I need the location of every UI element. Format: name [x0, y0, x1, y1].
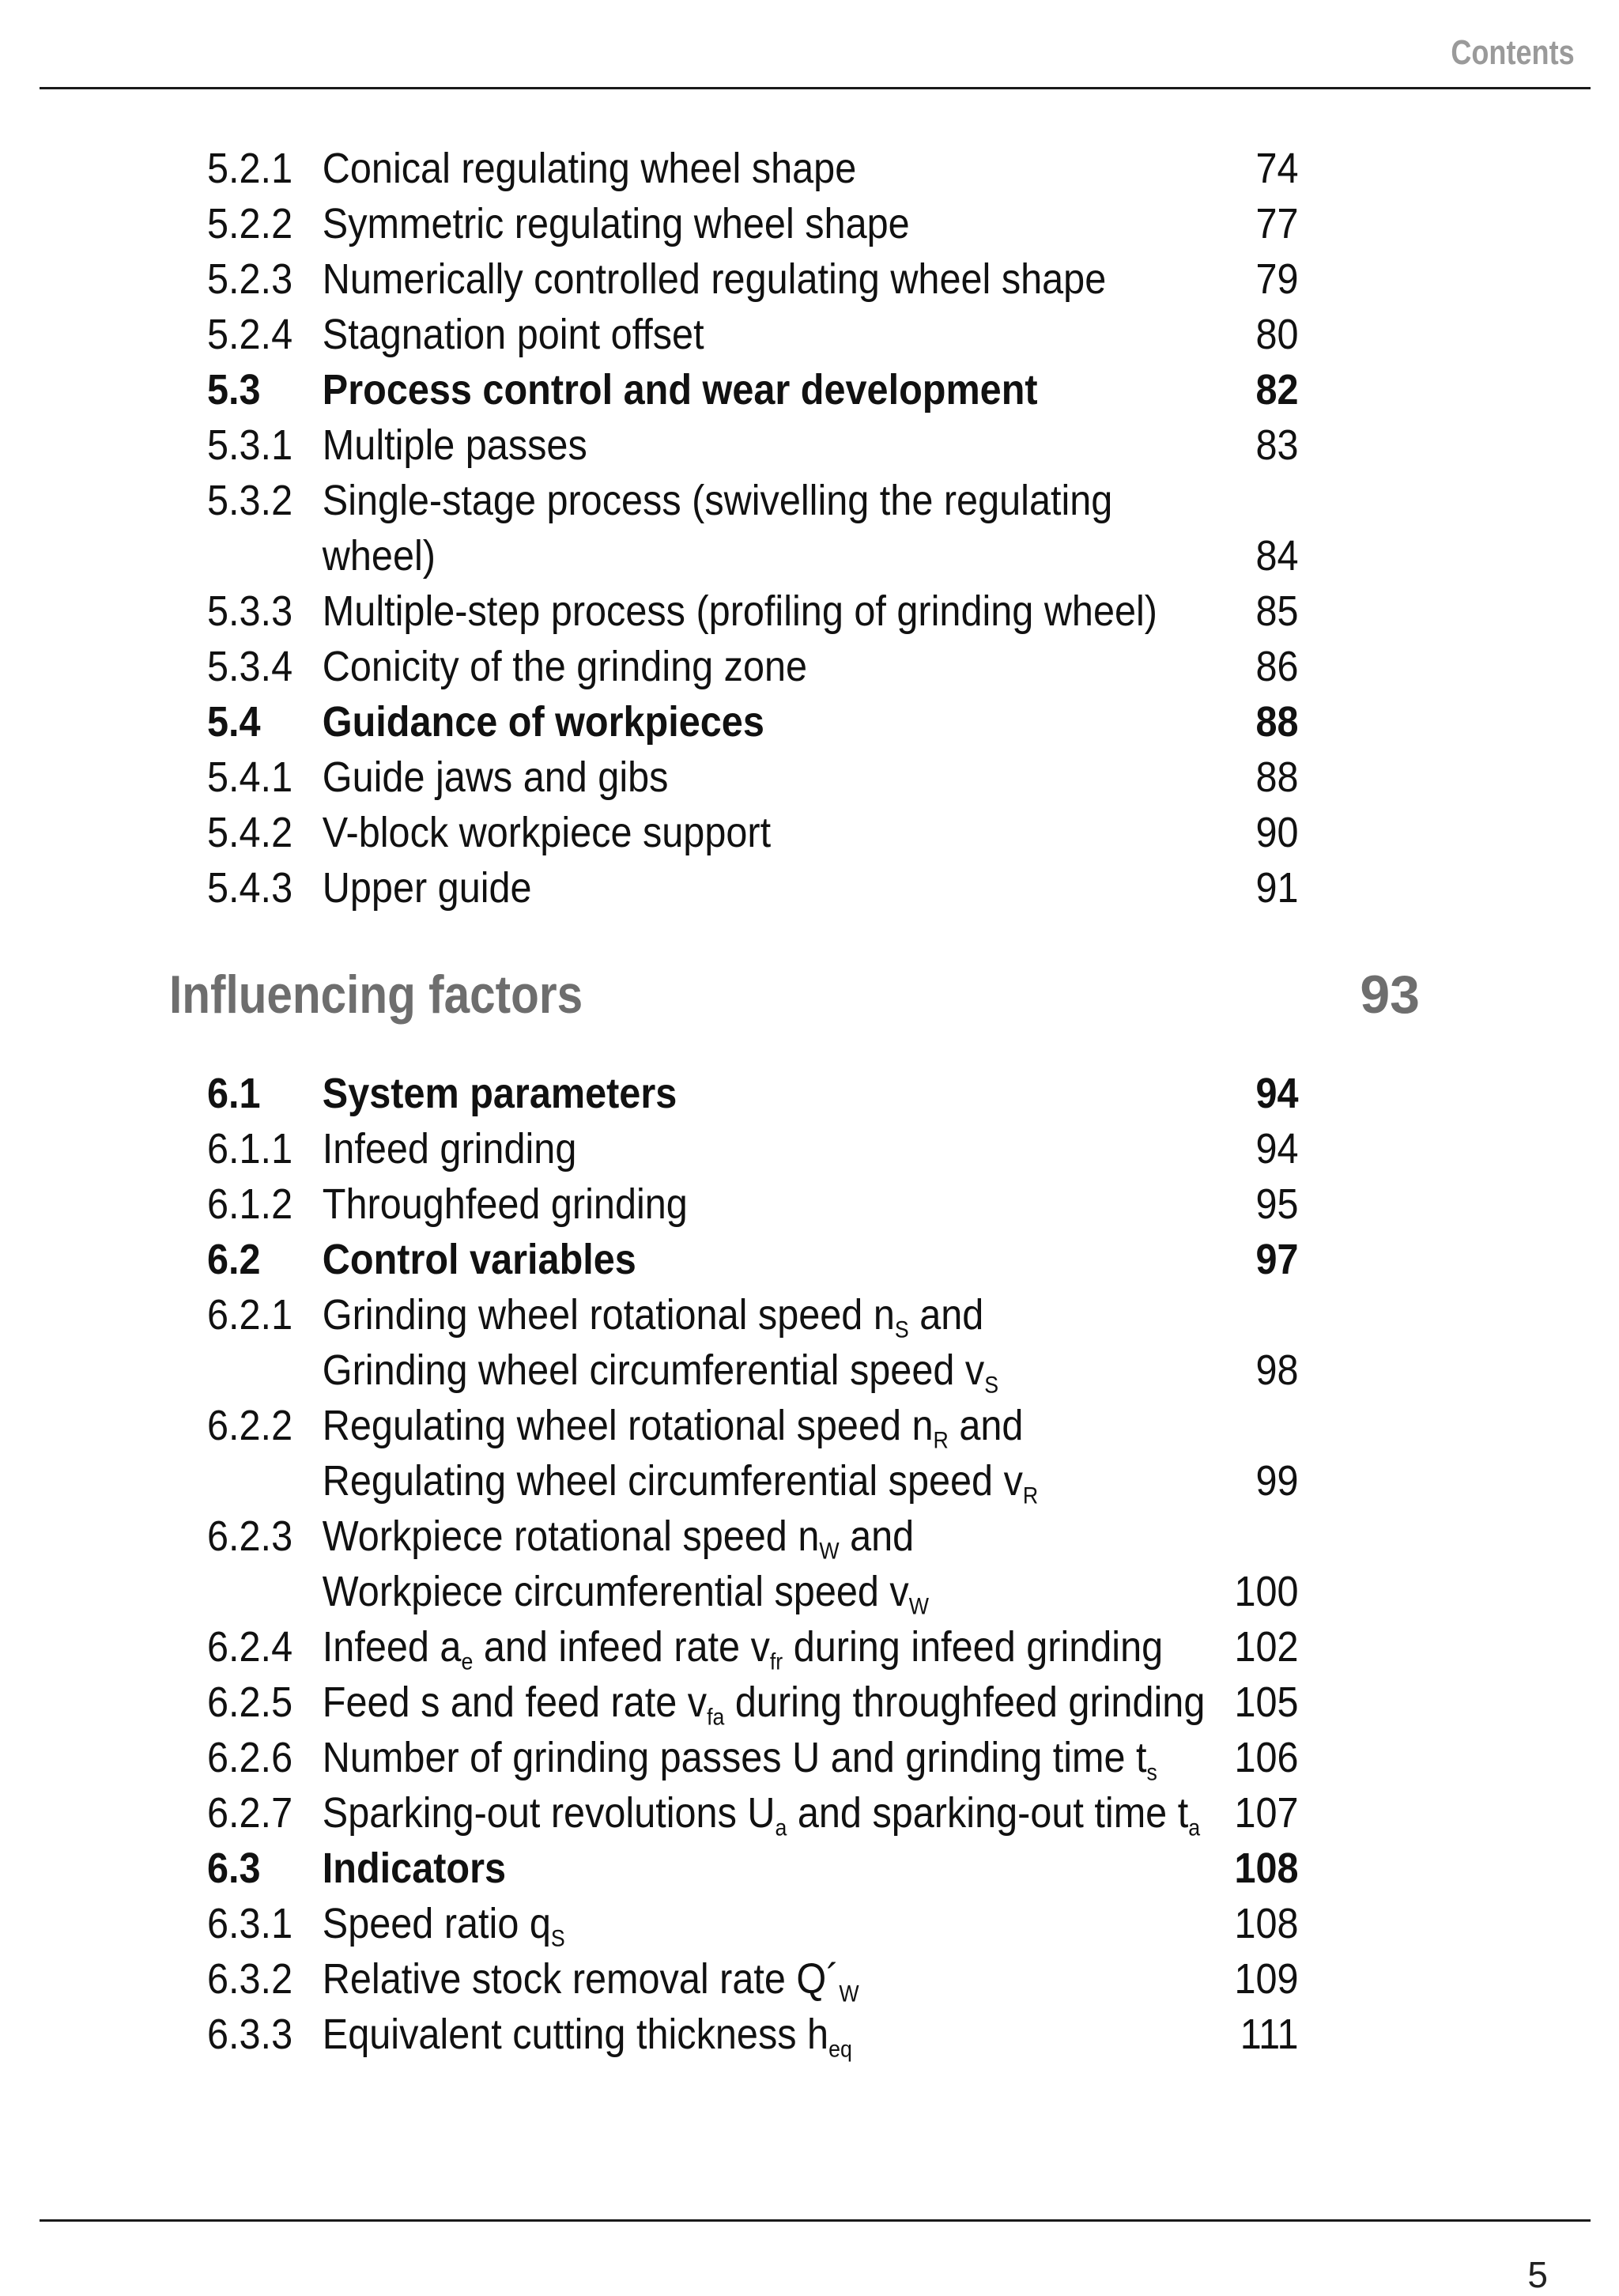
- toc-entry-number: 5.4.3: [207, 864, 293, 912]
- toc-entry: [0, 362, 1619, 417]
- toc-entry-page: 100: [1234, 1568, 1299, 1615]
- toc-entry-title-text: and sparking-out time t: [787, 1789, 1189, 1837]
- toc-entry-title: Guidance of workpieces: [322, 698, 764, 746]
- toc-entry-page: 97: [1255, 1236, 1299, 1283]
- toc-entry-title: [323, 2007, 852, 2062]
- toc-entry-title-subscript: a: [775, 1815, 787, 1841]
- toc-entry: [0, 1066, 1619, 1121]
- table-of-contents: [0, 141, 1619, 2062]
- toc-entry-title: [323, 1509, 914, 1564]
- toc-entry-title-text: Infeed a: [322, 1623, 462, 1671]
- toc-entry: [0, 694, 1619, 750]
- toc-entry: [0, 639, 1619, 694]
- toc-entry-title: Process control and wear development: [322, 366, 1038, 414]
- toc-entry-title: Multiple-step process (profiling of grinding wheel): [322, 587, 1158, 635]
- toc-entry-title-subscript: a: [1188, 1815, 1201, 1841]
- toc-entry-title-subscript: e: [461, 1648, 474, 1675]
- toc-entry-title: [323, 1619, 1163, 1675]
- toc-entry-number: 6.3.3: [207, 2011, 293, 2058]
- toc-entry: [0, 1121, 1619, 1176]
- toc-entry-title: [323, 1232, 636, 1287]
- toc-entry-title-subscript: fa: [707, 1704, 725, 1731]
- toc-entry-page: 107: [1234, 1789, 1299, 1837]
- toc-entry: [0, 1398, 1619, 1453]
- toc-entry-title-text: during throughfeed grinding: [724, 1679, 1206, 1726]
- toc-entry-page: 82: [1255, 366, 1299, 414]
- toc-entry-title-text: Regulating wheel rotational speed n: [322, 1402, 934, 1449]
- toc-entry: [0, 860, 1619, 916]
- toc-entry-title-subscript: s: [1146, 1759, 1157, 1786]
- toc-entry-page: 94: [1255, 1070, 1299, 1117]
- toc-entry-title-subscript: R: [1022, 1482, 1039, 1509]
- toc-entry-number: 6.1.2: [207, 1180, 293, 1228]
- toc-entry-title: V-block workpiece support: [322, 809, 772, 856]
- toc-entry-title-text: and: [908, 1291, 984, 1339]
- toc-entry-title: [323, 1453, 1038, 1509]
- toc-entry: [0, 1287, 1619, 1342]
- toc-entry-number: 6.2.4: [207, 1623, 293, 1671]
- toc-entry-title: Conical regulating wheel shape: [322, 145, 857, 192]
- toc-entry-page: 85: [1255, 587, 1299, 635]
- toc-entry-title-text: and infeed rate v: [473, 1623, 770, 1671]
- toc-entry-number: 5.2.2: [207, 200, 293, 247]
- toc-entry: [0, 1951, 1619, 2007]
- toc-entry-title: [323, 1564, 929, 1619]
- toc-entry-title-text: Workpiece circumferential speed v: [322, 1568, 909, 1615]
- toc-entry-title-text: and: [948, 1402, 1024, 1449]
- toc-entry-title-subscript: R: [933, 1427, 949, 1454]
- toc-entry-title: Numerically controlled regulating wheel shape: [322, 255, 1107, 303]
- toc-entry-title: [323, 1121, 577, 1176]
- toc-entry-number: 6.3: [207, 1845, 261, 1892]
- toc-entry-number: 6.2.1: [207, 1291, 293, 1339]
- toc-group-chapter-5: [0, 141, 1619, 916]
- chapter-title: Influencing factors: [169, 965, 583, 1025]
- toc-entry: [0, 196, 1619, 251]
- toc-entry: [0, 583, 1619, 639]
- toc-entry-number: 6.2.6: [207, 1734, 293, 1781]
- toc-entry: [0, 805, 1619, 860]
- toc-entry-number: 6.3.2: [207, 1955, 293, 2003]
- toc-group-chapter-6: [0, 1066, 1619, 2062]
- toc-entry-number: 5.2.1: [207, 145, 293, 192]
- toc-entry-title: Guide jaws and gibs: [322, 753, 669, 801]
- page-number: 5: [1527, 2254, 1548, 2295]
- toc-entry: [0, 1619, 1619, 1675]
- toc-entry-title: Single-stage process (swivelling the regulating: [322, 477, 1113, 524]
- toc-entry-title-text: Sparking-out revolutions U: [322, 1789, 776, 1837]
- toc-entry-page: 88: [1255, 698, 1299, 746]
- toc-entry-title-subscript: W: [819, 1538, 840, 1565]
- toc-entry: [0, 1785, 1619, 1841]
- toc-entry: [0, 307, 1619, 362]
- toc-entry-number: 5.4.2: [207, 809, 293, 856]
- toc-entry: [0, 1453, 1619, 1509]
- toc-entry-page: 105: [1234, 1679, 1299, 1726]
- toc-entry-title: [323, 1287, 983, 1342]
- toc-entry-title: Stagnation point offset: [322, 311, 704, 358]
- toc-entry-title: [323, 1730, 1157, 1785]
- toc-entry: [0, 528, 1619, 583]
- toc-entry-title-subscript: eq: [828, 2036, 852, 2063]
- toc-entry: [0, 473, 1619, 528]
- toc-entry-page: 86: [1255, 643, 1299, 690]
- toc-entry-page: 77: [1255, 200, 1299, 247]
- toc-entry-title-subscript: fr: [769, 1648, 783, 1675]
- toc-entry-page: 74: [1255, 145, 1299, 192]
- toc-entry-number: 6.2.7: [207, 1789, 293, 1837]
- toc-entry: [0, 417, 1619, 473]
- toc-entry-number: 5.3.1: [207, 421, 293, 469]
- toc-entry-page: 108: [1234, 1900, 1299, 1947]
- toc-entry-title-text: Grinding wheel rotational speed n: [322, 1291, 895, 1339]
- toc-entry-number: 5.3: [207, 366, 261, 414]
- toc-entry-number: 5.3.4: [207, 643, 293, 690]
- header-rule: [40, 87, 1591, 89]
- toc-entry-number: 6.2.2: [207, 1402, 293, 1449]
- toc-entry-title-text: Grinding wheel circumferential speed v: [322, 1346, 985, 1394]
- toc-entry-number: 6.1.1: [207, 1125, 293, 1173]
- footer-rule: [40, 2219, 1591, 2222]
- toc-entry-page: 84: [1255, 532, 1299, 580]
- toc-entry-title-text: Indicators: [322, 1845, 507, 1892]
- chapter-page: 93: [1360, 965, 1420, 1025]
- toc-entry-page: 109: [1234, 1955, 1299, 2003]
- toc-entry-title-text: Control variables: [322, 1236, 636, 1283]
- header-section-title: Contents: [1451, 33, 1575, 72]
- toc-entry-title: [323, 1342, 998, 1398]
- toc-entry: [0, 1509, 1619, 1564]
- toc-entry-title-text: Number of grinding passes U and grinding time t: [322, 1734, 1147, 1781]
- toc-entry-title: Conicity of the grinding zone: [322, 643, 808, 690]
- toc-entry: [0, 1564, 1619, 1619]
- toc-entry-title: Upper guide: [322, 864, 532, 912]
- toc-entry-title: [323, 1675, 1206, 1730]
- toc-entry-page: 106: [1234, 1734, 1299, 1781]
- toc-entry-page: 94: [1255, 1125, 1299, 1173]
- toc-entry-number: 6.1: [207, 1070, 261, 1117]
- toc-entry-page: 95: [1255, 1180, 1299, 1228]
- toc-entry-title: [323, 1841, 506, 1896]
- toc-entry-title: [323, 1066, 677, 1121]
- toc-entry-title-text: System parameters: [322, 1070, 677, 1117]
- toc-entry-title-subscript: S: [550, 1925, 565, 1952]
- toc-entry-page: 102: [1234, 1623, 1299, 1671]
- toc-entry: [0, 750, 1619, 805]
- toc-entry-title-text: during infeed grinding: [783, 1623, 1164, 1671]
- toc-entry: [0, 1675, 1619, 1730]
- toc-entry-number: 5.2.3: [207, 255, 293, 303]
- toc-entry-page: 99: [1255, 1457, 1299, 1505]
- toc-entry: [0, 1232, 1619, 1287]
- toc-entry-title-text: Infeed grinding: [322, 1125, 577, 1173]
- toc-entry-number: 6.2: [207, 1236, 261, 1283]
- toc-entry-page: 111: [1240, 2011, 1299, 2058]
- toc-entry-number: 5.4.1: [207, 753, 293, 801]
- toc-entry-title-text: Speed ratio q: [322, 1900, 551, 1947]
- toc-entry-title: [323, 1951, 859, 2007]
- toc-entry-title: [323, 1785, 1200, 1841]
- toc-entry-title-text: Regulating wheel circumferential speed v: [322, 1457, 1023, 1505]
- toc-entry-page: 98: [1255, 1346, 1299, 1394]
- toc-entry-page: 79: [1255, 255, 1299, 303]
- toc-entry: [0, 1841, 1619, 1896]
- toc-entry-page: 108: [1234, 1845, 1299, 1892]
- toc-entry-page: 83: [1255, 421, 1299, 469]
- toc-entry-title-text: Feed s and feed rate v: [322, 1679, 708, 1726]
- toc-entry-title: [323, 1398, 1024, 1453]
- toc-entry-number: 6.2.3: [207, 1512, 293, 1560]
- toc-entry: [0, 1896, 1619, 1951]
- toc-entry-number: 6.2.5: [207, 1679, 293, 1726]
- toc-entry-number: 6.3.1: [207, 1900, 293, 1947]
- toc-entry-title: [323, 1896, 565, 1951]
- toc-entry-number: 5.3.3: [207, 587, 293, 635]
- toc-entry: [0, 251, 1619, 307]
- toc-entry-title-subscript: W: [908, 1593, 929, 1620]
- toc-entry-title-subscript: W: [839, 1981, 859, 2007]
- toc-entry-title: Symmetric regulating wheel shape: [322, 200, 910, 247]
- chapter-heading: [0, 916, 1619, 1066]
- toc-entry: [0, 2007, 1619, 2062]
- toc-entry-title: [323, 1176, 688, 1232]
- toc-entry-page: 90: [1255, 809, 1299, 856]
- toc-entry-number: 5.3.2: [207, 477, 293, 524]
- toc-entry: [0, 141, 1619, 196]
- toc-entry-number: 5.4: [207, 698, 261, 746]
- toc-entry-title-subscript: S: [984, 1372, 999, 1399]
- toc-entry: [0, 1730, 1619, 1785]
- toc-entry-page: 88: [1255, 753, 1299, 801]
- toc-entry-title: wheel): [322, 532, 436, 580]
- toc-entry-title-text: Equivalent cutting thickness h: [322, 2011, 829, 2058]
- toc-entry-title-text: Relative stock removal rate Q´: [322, 1955, 840, 2003]
- toc-entry-number: 5.2.4: [207, 311, 293, 358]
- toc-entry-page: 91: [1255, 864, 1299, 912]
- toc-entry-title-text: Throughfeed grinding: [322, 1180, 688, 1228]
- toc-entry-title-text: Workpiece rotational speed n: [322, 1512, 820, 1560]
- toc-entry: [0, 1176, 1619, 1232]
- toc-entry-page: 80: [1255, 311, 1299, 358]
- toc-entry-title: Multiple passes: [322, 421, 587, 469]
- toc-entry-title-text: and: [839, 1512, 915, 1560]
- toc-entry-title-subscript: S: [894, 1316, 909, 1343]
- toc-entry: [0, 1342, 1619, 1398]
